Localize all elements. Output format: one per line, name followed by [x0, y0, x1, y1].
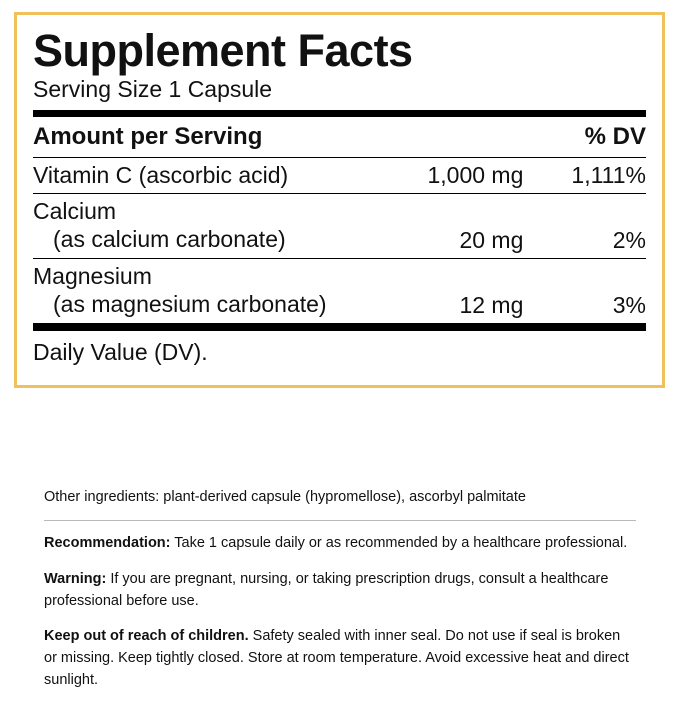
recommendation-label: Recommendation: — [44, 535, 171, 552]
other-ingredients: Other ingredients: plant-derived capsule (hypromellose), ascorbyl palmitate — [44, 489, 526, 505]
header-spacer — [389, 117, 524, 157]
nutrient-amount: 12 mg — [459, 291, 524, 318]
recommendation-text: Take 1 capsule daily or as recommended by a healthcare professional. — [170, 535, 628, 552]
table-row — [33, 259, 646, 323]
table-row — [33, 158, 646, 193]
keepout-label: Keep out of reach of children. — [44, 628, 249, 645]
supplement-facts-panel — [14, 12, 665, 388]
recommendation-paragraph — [44, 533, 636, 555]
panel-title: Supplement Facts — [33, 25, 413, 76]
warning-paragraph — [44, 569, 636, 613]
nutrient-name-source: (as magnesium carbonate) — [53, 291, 327, 317]
header-amount-per-serving: Amount per Serving — [33, 122, 263, 150]
nutrient-name-source: (as calcium carbonate) — [53, 226, 286, 253]
nutrient-name — [33, 194, 389, 258]
serving-size: Serving Size 1 Capsule — [33, 76, 273, 103]
nutrient-name: Vitamin C (ascorbic acid) — [33, 162, 289, 189]
nutrient-name-main: Magnesium — [33, 262, 152, 289]
header-percent-dv: % DV — [584, 122, 646, 150]
nutrient-dv: 2% — [612, 226, 646, 253]
warning-text: If you are pregnant, nursing, or taking prescription drugs, consult a healthcare professional before use. — [44, 570, 609, 609]
nutrient-amount: 20 mg — [459, 226, 524, 253]
nutrient-name-main: Calcium — [33, 198, 117, 225]
divider-thick-top — [33, 110, 646, 117]
nutrient-table — [33, 117, 646, 323]
keepout-text: Safety sealed with inner seal. Do not use if seal is broken or missing. Keep tightly closed. Store at room temperature. Avoid excessive heat and direct sunlight. — [44, 628, 629, 688]
nutrient-dv: 3% — [612, 291, 646, 318]
divider-light — [44, 520, 636, 521]
label-details — [44, 487, 636, 692]
nutrient-amount: 1,000 mg — [427, 162, 524, 189]
daily-value-note: Daily Value (DV). — [33, 338, 208, 365]
divider-thick-bottom — [33, 323, 646, 331]
table-row — [33, 194, 646, 258]
warning-label: Warning: — [44, 570, 107, 587]
keepout-paragraph — [44, 626, 636, 691]
nutrient-name — [33, 259, 389, 323]
table-header-row — [33, 117, 646, 157]
nutrient-dv: 1,111% — [571, 162, 646, 189]
